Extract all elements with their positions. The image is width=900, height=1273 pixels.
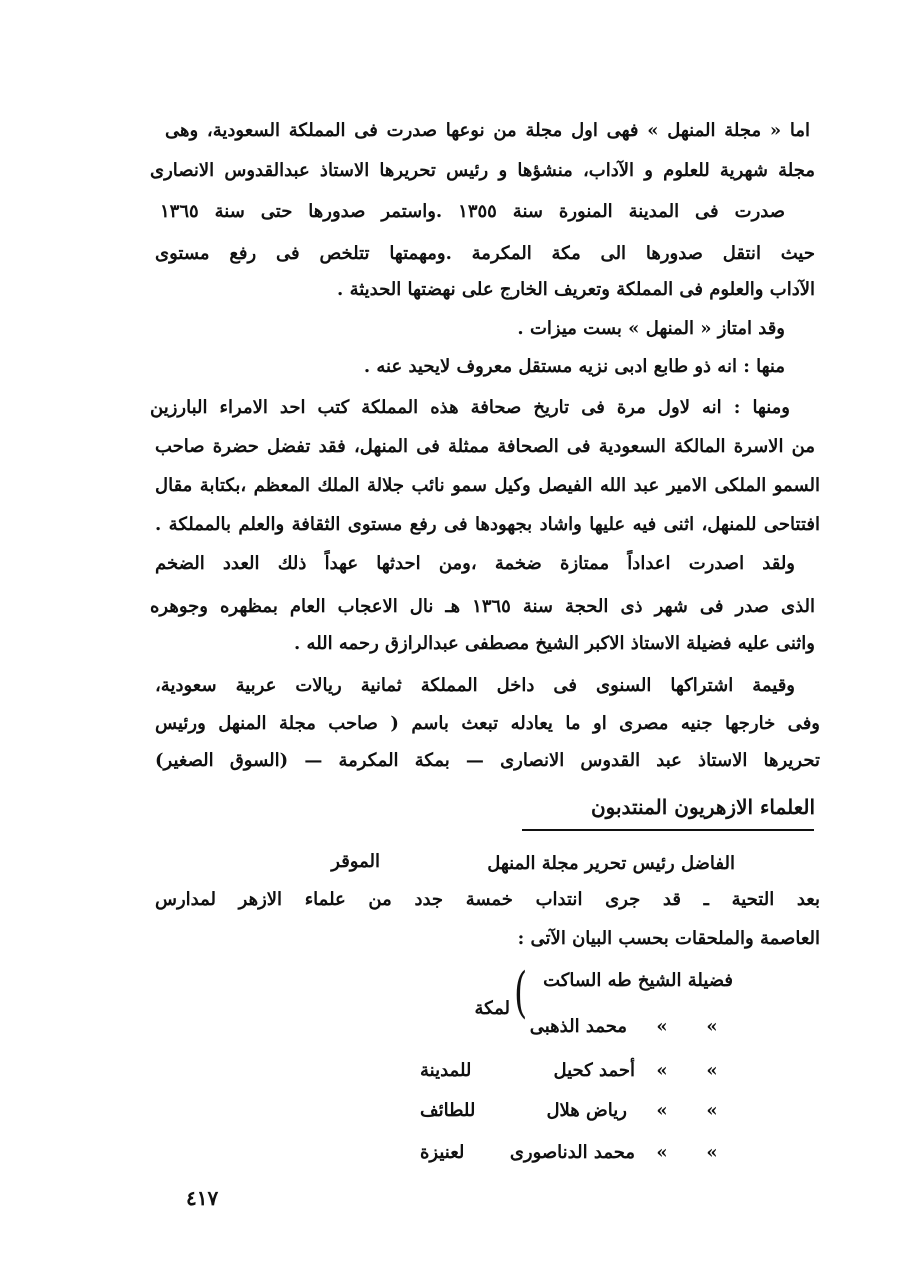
- text-line: من الاسرة المالكة السعودية فى الصحافة ممثلة فى المنهل، فقد تفضل حضرة صاحب: [155, 436, 815, 457]
- scholar-row: [420, 1142, 755, 1176]
- scholar-destination: للطائف: [420, 1100, 476, 1121]
- scholar-destination: للمدينة: [420, 1060, 472, 1081]
- text-line: تحريرها الاستاذ عبد القدوس الانصارى — بمكة المكرمة — (السوق الصغير): [155, 750, 820, 771]
- section-heading: العلماء الازهريون المنتدبون: [590, 795, 815, 819]
- ditto-mark: «: [706, 1100, 718, 1121]
- scholar-name: محمد الذهبى: [529, 1016, 627, 1037]
- ditto-mark: «: [656, 1016, 668, 1037]
- scholar-destination: لعنيزة: [420, 1142, 465, 1163]
- text-line: ومنها : انه لاول مرة فى تاريخ صحافة هذه المملكة كتب احد الامراء البارزين: [150, 397, 790, 418]
- ditto-mark: «: [706, 1060, 718, 1081]
- ditto-mark: «: [656, 1142, 668, 1163]
- scholar-name: أحمد كحيل: [553, 1060, 635, 1081]
- text-line: وقيمة اشتراكها السنوى فى داخل المملكة ثمانية ريالات عربية سعودية،: [155, 675, 795, 696]
- text-line: صدرت فى المدينة المنورة سنة ١٣٥٥ .واستمر صدورها حتى سنة ١٣٦٥: [160, 201, 785, 222]
- text-line: منها : انه ذو طابع ادبى نزيه مستقل معروف لايحيد عنه .: [363, 356, 785, 377]
- text-line: واثنى عليه فضيلة الاستاذ الاكبر الشيخ مصطفى عبدالرازق رحمه الله .: [294, 633, 815, 654]
- ditto-mark: «: [656, 1100, 668, 1121]
- scholar-row: [420, 1060, 755, 1094]
- letter-body-line: بعد التحية ـ قد جرى انتداب خمسة جدد من علماء الازهر لمدارس: [155, 889, 820, 910]
- heading-underline: [522, 829, 814, 831]
- page-number: ٤١٧: [186, 1186, 219, 1210]
- scholar-name: رياض هلال: [546, 1100, 627, 1121]
- letter-addressee: الفاضل رئيس تحرير مجلة المنهل: [487, 853, 735, 874]
- letter-body-line: العاصمة والملحقات بحسب البيان الآتى :: [517, 928, 820, 949]
- text-line: مجلة شهرية للعلوم و الآداب، منشؤها و رئيس تحريرها الاستاذ عبدالقدوس الانصارى: [150, 160, 815, 181]
- scholar-name: محمد الدناصورى: [509, 1142, 635, 1163]
- scholar-name: فضيلة الشيخ طه الساكت: [543, 970, 733, 991]
- text-line: حيث انتقل صدورها الى مكة المكرمة .ومهمتها تتلخص فى رفع مستوى: [155, 243, 815, 264]
- text-line: وقد امتاز « المنهل » بست ميزات .: [517, 318, 785, 339]
- ditto-mark: «: [706, 1142, 718, 1163]
- ditto-mark: «: [656, 1060, 668, 1081]
- text-line: اما « مجلة المنهل » فهى اول مجلة من نوعها صدرت فى المملكة السعودية، وهى: [165, 120, 810, 141]
- scholar-destination: لمكة: [474, 998, 510, 1019]
- text-line: افتتاحى للمنهل، اثنى فيه عليها واشاد بجهودها فى رفع مستوى الثقافة والعلم بالمملكة .: [155, 514, 820, 535]
- group-brace: (: [514, 961, 528, 1026]
- text-line: الآداب والعلوم فى المملكة وتعريف الخارج على نهضتها الحديثة .: [337, 279, 815, 300]
- ditto-mark: «: [706, 1016, 718, 1037]
- text-line: السمو الملكى الامير عبد الله الفيصل وكيل سمو نائب جلالة الملك المعظم ،بكتابة مقال: [155, 475, 820, 496]
- scholar-row: [420, 1100, 755, 1134]
- text-line: ولقد اصدرت اعداداً ممتازة ضخمة ،ومن احدثها عهداً ذلك العدد الضخم: [155, 553, 795, 574]
- text-line: وفى خارجها جنيه مصرى او ما يعادله تبعث باسم ( صاحب مجلة المنهل ورئيس: [155, 713, 820, 734]
- letter-honorific: الموقر: [331, 851, 380, 872]
- text-line: الذى صدر فى شهر ذى الحجة سنة ١٣٦٥ هـ نال الاعجاب العام بمظهره وجوهره: [150, 596, 815, 617]
